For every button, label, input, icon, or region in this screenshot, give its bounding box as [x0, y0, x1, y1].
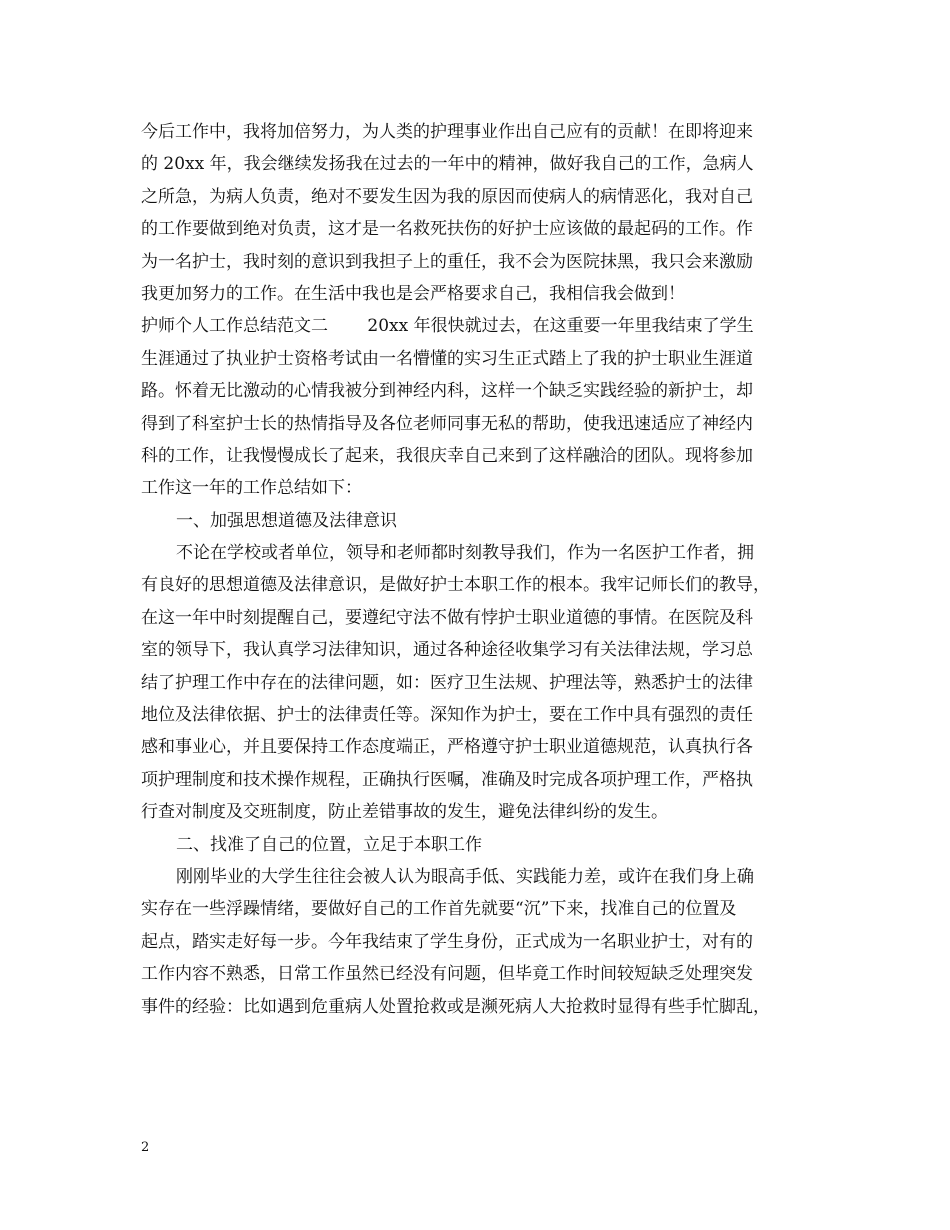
text-line: 我更加努力的工作。在生活中我也是会严格要求自己，我相信我会做到！	[141, 283, 685, 304]
text-line: 行查对制度及交班制度，防止差错事故的发生，避免法律纠纷的发生。	[141, 802, 668, 823]
text-line: 项护理制度和技术操作规程，正确执行医嘱，准确及时完成各项护理工作，严格执	[141, 769, 753, 790]
text-line: 地位及法律依据、护士的法律责任等。深知作为护士，要在工作中具有强烈的责任	[141, 705, 753, 726]
text-line: 二、找准了自己的位置，立足于本职工作	[176, 834, 482, 855]
text-line: 实存在一些浮躁情绪，要做好自己的工作首先就要“沉”下来，找准自己的位置及	[141, 899, 737, 920]
text-line: 在这一年中时刻提醒自己，要遵纪守法不做有悖护士职业道德的事情。在医院及科	[141, 607, 753, 628]
text-line: 为一名护士，我时刻的意识到我担子上的重任，我不会为医院抹黑，我只会来激励	[141, 251, 753, 272]
text-line: 有良好的思想道德及法律意识，是做好护士本职工作的根本。我牢记师长们的教导，	[141, 575, 770, 596]
text-line: 护师个人工作总结范文二 20xx 年很快就过去，在这重要一年里我结束了学生	[141, 316, 754, 337]
text-line: 事件的经验：比如遇到危重病人处置抢救或是濒死病人大抢救时显得有些手忙脚乱，	[141, 996, 770, 1017]
text-line: 室的领导下，我认真学习法律知识，通过各种途径收集学习有关法律法规，学习总	[141, 640, 753, 661]
text-line: 结了护理工作中存在的法律问题，如：医疗卫生法规、护理法等，熟悉护士的法律	[141, 672, 753, 693]
text-line: 之所急，为病人负责，绝对不要发生因为我的原因而使病人的病情恶化，我对自己	[141, 186, 753, 207]
page-number: 2	[141, 1140, 150, 1155]
text-line: 今后工作中，我将加倍努力，为人类的护理事业作出自己应有的贡献！在即将迎来	[141, 122, 753, 142]
text-line: 的 20xx 年，我会继续发扬我在过去的一年中的精神，做好我自己的工作，急病人	[141, 154, 754, 175]
text-line: 起点，踏实走好每一步。今年我结束了学生身份，正式成为一名职业护士，对有的	[141, 931, 753, 952]
text-line: 工作内容不熟悉，日常工作虽然已经没有问题，但毕竟工作时间较短缺乏处理突发	[141, 964, 753, 985]
text-line: 的工作要做到绝对负责，这才是一名救死扶伤的好护士应该做的最起码的工作。作	[141, 219, 753, 240]
text-line: 生涯通过了执业护士资格考试由一名懵懂的实习生正式踏上了我的护士职业生涯道	[141, 348, 753, 369]
text-line: 刚刚毕业的大学生往往会被人认为眼高手低、实践能力差，或许在我们身上确	[176, 866, 754, 887]
text-line: 一、加强思想道德及法律意识	[176, 510, 397, 531]
text-line: 不论在学校或者单位，领导和老师都时刻教导我们，作为一名医护工作者，拥	[176, 543, 754, 564]
text-line: 感和事业心，并且要保持工作态度端正，严格遵守护士职业道德规范，认真执行各	[141, 737, 753, 758]
text-line: 科的工作，让我慢慢成长了起来，我很庆幸自己来到了这样融洽的团队。现将参加	[141, 445, 753, 466]
document-body	[141, 116, 813, 1023]
text-line: 路。怀着无比激动的心情我被分到神经内科，这样一个缺乏实践经验的新护士，却	[141, 381, 753, 402]
text-line: 工作这一年的工作总结如下：	[141, 478, 362, 499]
text-line: 得到了科室护士长的热情指导及各位老师同事无私的帮助，使我迅速适应了神经内	[141, 413, 753, 434]
